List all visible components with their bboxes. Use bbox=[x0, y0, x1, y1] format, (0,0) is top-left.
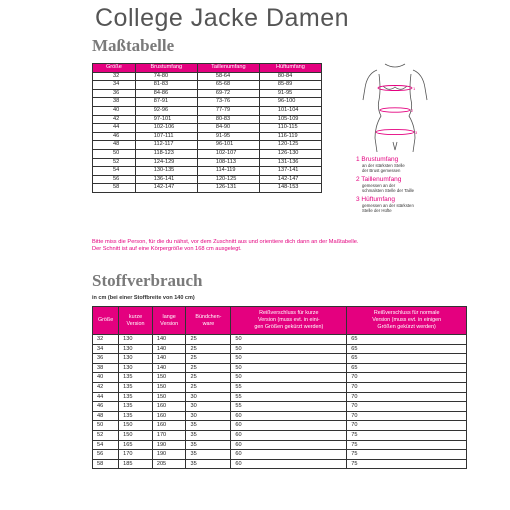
table-cell: 190 bbox=[152, 450, 186, 460]
table-row bbox=[93, 158, 322, 167]
table-cell: 60 bbox=[231, 450, 347, 460]
header-line: Version bbox=[160, 320, 179, 327]
header-line: lange bbox=[162, 313, 176, 320]
table-cell: 60 bbox=[231, 411, 347, 421]
table-cell: 75 bbox=[347, 430, 467, 440]
table-cell: 112-117 bbox=[135, 141, 197, 150]
table-row bbox=[93, 450, 467, 460]
table-cell: 170 bbox=[152, 430, 186, 440]
table-cell: 75 bbox=[347, 450, 467, 460]
table-row bbox=[93, 430, 467, 440]
table-cell: 38 bbox=[93, 363, 119, 373]
table-cell: 42 bbox=[93, 115, 136, 124]
table-cell: 50 bbox=[93, 149, 136, 158]
table-cell: 70 bbox=[347, 421, 467, 431]
table-cell: 30 bbox=[186, 402, 231, 412]
column-header bbox=[347, 307, 467, 335]
table-cell: 116-119 bbox=[259, 132, 321, 141]
table-cell: 50 bbox=[231, 354, 347, 364]
table-cell: 126-131 bbox=[197, 184, 259, 193]
table-cell: 131-136 bbox=[259, 158, 321, 167]
table-cell: 110-115 bbox=[259, 124, 321, 133]
table-cell: 130 bbox=[119, 344, 153, 354]
legend-label: 3 Hüftumfang bbox=[356, 196, 396, 203]
table-row bbox=[93, 402, 467, 412]
table-cell: 46 bbox=[93, 132, 136, 141]
table-cell: 102-106 bbox=[135, 124, 197, 133]
table-cell: 84-90 bbox=[197, 124, 259, 133]
size-table bbox=[92, 63, 322, 193]
fabric-table-body bbox=[93, 335, 467, 469]
table-cell: 55 bbox=[231, 382, 347, 392]
header-line: kurze bbox=[128, 313, 143, 320]
legend-desc: der Brust gemessen bbox=[362, 168, 401, 173]
table-cell: 124-129 bbox=[135, 158, 197, 167]
table-cell: 30 bbox=[186, 392, 231, 402]
table-cell: 40 bbox=[93, 106, 136, 115]
legend-label: 2 Taillenumfang bbox=[356, 176, 402, 183]
table-cell: 25 bbox=[186, 344, 231, 354]
table-cell: 52 bbox=[93, 158, 136, 167]
column-header: Größe bbox=[93, 64, 136, 73]
table-cell: 102-107 bbox=[197, 149, 259, 158]
table-row bbox=[93, 81, 322, 90]
table-cell: 25 bbox=[186, 363, 231, 373]
legend-item bbox=[356, 176, 436, 193]
table-cell: 130 bbox=[119, 354, 153, 364]
table-cell: 135 bbox=[119, 402, 153, 412]
legend-desc: gemessen an der bbox=[362, 183, 396, 188]
table-row bbox=[93, 141, 322, 150]
table-cell: 148-153 bbox=[259, 184, 321, 193]
table-cell: 126-130 bbox=[259, 149, 321, 158]
stoff-subheading: in cm (bei einer Stoffbreite von 140 cm) bbox=[92, 295, 195, 301]
height-note: Der Schnitt ist auf eine Körpergröße von 168 cm ausgelegt. bbox=[92, 246, 242, 252]
table-cell: 150 bbox=[152, 373, 186, 383]
table-row bbox=[93, 382, 467, 392]
header-line: Version (muss evt. in eini- bbox=[257, 317, 320, 323]
table-cell: 74-80 bbox=[135, 72, 197, 81]
table-cell: 25 bbox=[186, 373, 231, 383]
header-line: Reißverschluss für kurze bbox=[259, 310, 319, 316]
table-cell: 36 bbox=[93, 89, 136, 98]
table-cell: 96-100 bbox=[259, 98, 321, 107]
column-header: Hüftumfang bbox=[259, 64, 321, 73]
table-row bbox=[93, 89, 322, 98]
table-cell: 50 bbox=[231, 363, 347, 373]
legend-desc: gemessen an der stärksten bbox=[362, 203, 414, 208]
table-cell: 160 bbox=[152, 421, 186, 431]
legend-desc: schmalsten Stelle der Taille bbox=[362, 188, 414, 193]
table-cell: 55 bbox=[231, 402, 347, 412]
table-cell: 60 bbox=[231, 430, 347, 440]
table-cell: 130 bbox=[119, 363, 153, 373]
table-cell: 65 bbox=[347, 354, 467, 364]
table-cell: 38 bbox=[93, 98, 136, 107]
table-cell: 50 bbox=[231, 344, 347, 354]
table-cell: 58 bbox=[93, 184, 136, 193]
table-cell: 52 bbox=[93, 430, 119, 440]
table-row bbox=[93, 344, 467, 354]
table-cell: 87-91 bbox=[135, 98, 197, 107]
table-row bbox=[93, 459, 467, 469]
header-line: Reißverschluss für normale bbox=[373, 310, 440, 316]
marker-1: 1 bbox=[413, 86, 416, 91]
table-cell: 35 bbox=[186, 421, 231, 431]
table-cell: 80-83 bbox=[197, 115, 259, 124]
table-cell: 56 bbox=[93, 175, 136, 184]
table-cell: 140 bbox=[152, 363, 186, 373]
table-cell: 91-95 bbox=[259, 89, 321, 98]
table-row bbox=[93, 124, 322, 133]
table-cell: 65 bbox=[347, 363, 467, 373]
table-cell: 70 bbox=[347, 402, 467, 412]
table-cell: 25 bbox=[186, 354, 231, 364]
table-cell: 190 bbox=[152, 440, 186, 450]
table-cell: 48 bbox=[93, 141, 136, 150]
table-cell: 73-76 bbox=[197, 98, 259, 107]
table-cell: 36 bbox=[93, 354, 119, 364]
table-cell: 58 bbox=[93, 459, 119, 469]
table-cell: 56 bbox=[93, 450, 119, 460]
table-cell: 108-113 bbox=[197, 158, 259, 167]
table-row bbox=[93, 440, 467, 450]
column-header bbox=[119, 307, 153, 335]
column-header bbox=[186, 307, 231, 335]
table-cell: 135 bbox=[119, 373, 153, 383]
stoff-heading: Stoffverbrauch bbox=[92, 271, 203, 290]
table-cell: 70 bbox=[347, 411, 467, 421]
table-cell: 150 bbox=[119, 430, 153, 440]
table-row bbox=[93, 392, 467, 402]
table-cell: 140 bbox=[152, 354, 186, 364]
table-row bbox=[93, 167, 322, 176]
table-cell: 35 bbox=[186, 450, 231, 460]
table-cell: 70 bbox=[347, 373, 467, 383]
table-row bbox=[93, 106, 322, 115]
header-line: Bündchen- bbox=[195, 313, 222, 320]
table-cell: 101-104 bbox=[259, 106, 321, 115]
header-line: Version (muss evt. in einigen bbox=[372, 317, 442, 323]
table-cell: 75 bbox=[347, 459, 467, 469]
table-row bbox=[93, 175, 322, 184]
table-cell: 142-147 bbox=[135, 184, 197, 193]
table-row bbox=[93, 335, 467, 345]
column-header: Brustumfang bbox=[135, 64, 197, 73]
table-cell: 135 bbox=[119, 392, 153, 402]
table-cell: 160 bbox=[152, 411, 186, 421]
table-cell: 140 bbox=[152, 344, 186, 354]
table-cell: 69-72 bbox=[197, 89, 259, 98]
table-row bbox=[93, 421, 467, 431]
fabric-table bbox=[92, 306, 467, 469]
table-cell: 60 bbox=[231, 421, 347, 431]
measurement-legend bbox=[356, 156, 436, 216]
table-cell: 70 bbox=[347, 392, 467, 402]
table-cell: 91-95 bbox=[197, 132, 259, 141]
measure-note: Bitte miss die Person, für die du nähst, vor dem Zuschnitt aus und orientiere dich dann an der Maßtabelle. bbox=[92, 239, 359, 245]
table-cell: 160 bbox=[152, 402, 186, 412]
table-cell: 60 bbox=[231, 440, 347, 450]
table-cell: 60 bbox=[231, 459, 347, 469]
table-cell: 44 bbox=[93, 124, 136, 133]
table-cell: 136-141 bbox=[135, 175, 197, 184]
table-cell: 120-125 bbox=[259, 141, 321, 150]
table-cell: 48 bbox=[93, 411, 119, 421]
table-cell: 55 bbox=[231, 392, 347, 402]
table-cell: 65 bbox=[347, 344, 467, 354]
legend-desc: Stelle der Hüfte bbox=[362, 208, 392, 213]
table-row bbox=[93, 354, 467, 364]
table-cell: 75 bbox=[347, 440, 467, 450]
table-cell: 165 bbox=[119, 440, 153, 450]
table-cell: 40 bbox=[93, 373, 119, 383]
table-cell: 120-125 bbox=[197, 175, 259, 184]
table-cell: 96-101 bbox=[197, 141, 259, 150]
table-cell: 34 bbox=[93, 344, 119, 354]
header-line: Version bbox=[126, 320, 145, 327]
table-cell: 44 bbox=[93, 392, 119, 402]
column-header: Taillenumfang bbox=[197, 64, 259, 73]
legend-label: 1 Brustumfang bbox=[356, 156, 399, 163]
table-row bbox=[93, 98, 322, 107]
table-cell: 92-96 bbox=[135, 106, 197, 115]
table-cell: 135 bbox=[119, 382, 153, 392]
table-cell: 34 bbox=[93, 81, 136, 90]
table-cell: 70 bbox=[347, 382, 467, 392]
table-cell: 118-123 bbox=[135, 149, 197, 158]
table-cell: 32 bbox=[93, 335, 119, 345]
table-cell: 150 bbox=[119, 421, 153, 431]
legend-desc: an der stärksten Stelle bbox=[362, 163, 405, 168]
table-cell: 85-89 bbox=[259, 81, 321, 90]
table-row bbox=[93, 184, 322, 193]
table-cell: 77-79 bbox=[197, 106, 259, 115]
table-cell: 50 bbox=[231, 335, 347, 345]
table-cell: 130-135 bbox=[135, 167, 197, 176]
legend-item bbox=[356, 156, 436, 173]
table-cell: 84-86 bbox=[135, 89, 197, 98]
table-row bbox=[93, 115, 322, 124]
table-row bbox=[93, 373, 467, 383]
table-cell: 35 bbox=[186, 440, 231, 450]
table-cell: 46 bbox=[93, 402, 119, 412]
mass-heading: Maßtabelle bbox=[92, 36, 175, 55]
table-cell: 107-111 bbox=[135, 132, 197, 141]
table-cell: 142-147 bbox=[259, 175, 321, 184]
table-cell: 32 bbox=[93, 72, 136, 81]
table-cell: 130 bbox=[119, 335, 153, 345]
table-row bbox=[93, 72, 322, 81]
size-table-header bbox=[93, 64, 322, 73]
fabric-table-header bbox=[93, 307, 467, 335]
table-cell: 65-68 bbox=[197, 81, 259, 90]
marker-2: 2 bbox=[411, 108, 414, 113]
legend-item bbox=[356, 196, 436, 213]
table-cell: 150 bbox=[152, 382, 186, 392]
column-header bbox=[231, 307, 347, 335]
table-cell: 30 bbox=[186, 411, 231, 421]
table-cell: 42 bbox=[93, 382, 119, 392]
table-cell: 25 bbox=[186, 382, 231, 392]
table-cell: 140 bbox=[152, 335, 186, 345]
table-cell: 35 bbox=[186, 459, 231, 469]
table-cell: 50 bbox=[93, 421, 119, 431]
table-cell: 105-109 bbox=[259, 115, 321, 124]
table-cell: 54 bbox=[93, 167, 136, 176]
table-cell: 35 bbox=[186, 430, 231, 440]
header-line: Größen gekürzt werden) bbox=[377, 324, 436, 330]
table-row bbox=[93, 411, 467, 421]
table-cell: 97-101 bbox=[135, 115, 197, 124]
table-cell: 170 bbox=[119, 450, 153, 460]
header-line: Größe bbox=[97, 317, 114, 323]
table-cell: 65 bbox=[347, 335, 467, 345]
table-row bbox=[93, 149, 322, 158]
table-cell: 25 bbox=[186, 335, 231, 345]
column-header bbox=[152, 307, 186, 335]
size-table-body bbox=[93, 72, 322, 192]
page-title: College Jacke Damen bbox=[95, 4, 350, 32]
table-cell: 114-119 bbox=[197, 167, 259, 176]
table-row bbox=[93, 132, 322, 141]
table-cell: 135 bbox=[119, 411, 153, 421]
table-cell: 185 bbox=[119, 459, 153, 469]
table-cell: 54 bbox=[93, 440, 119, 450]
table-row bbox=[93, 363, 467, 373]
table-cell: 137-141 bbox=[259, 167, 321, 176]
table-cell: 58-64 bbox=[197, 72, 259, 81]
table-cell: 50 bbox=[231, 373, 347, 383]
table-cell: 150 bbox=[152, 392, 186, 402]
table-cell: 80-84 bbox=[259, 72, 321, 81]
column-header bbox=[93, 307, 119, 335]
table-cell: 205 bbox=[152, 459, 186, 469]
marker-3: 3 bbox=[415, 130, 418, 135]
header-line: gen Größen gekürzt werden) bbox=[254, 324, 324, 330]
header-line: ware bbox=[202, 320, 215, 327]
table-cell: 81-83 bbox=[135, 81, 197, 90]
body-figure-illustration bbox=[355, 60, 435, 155]
